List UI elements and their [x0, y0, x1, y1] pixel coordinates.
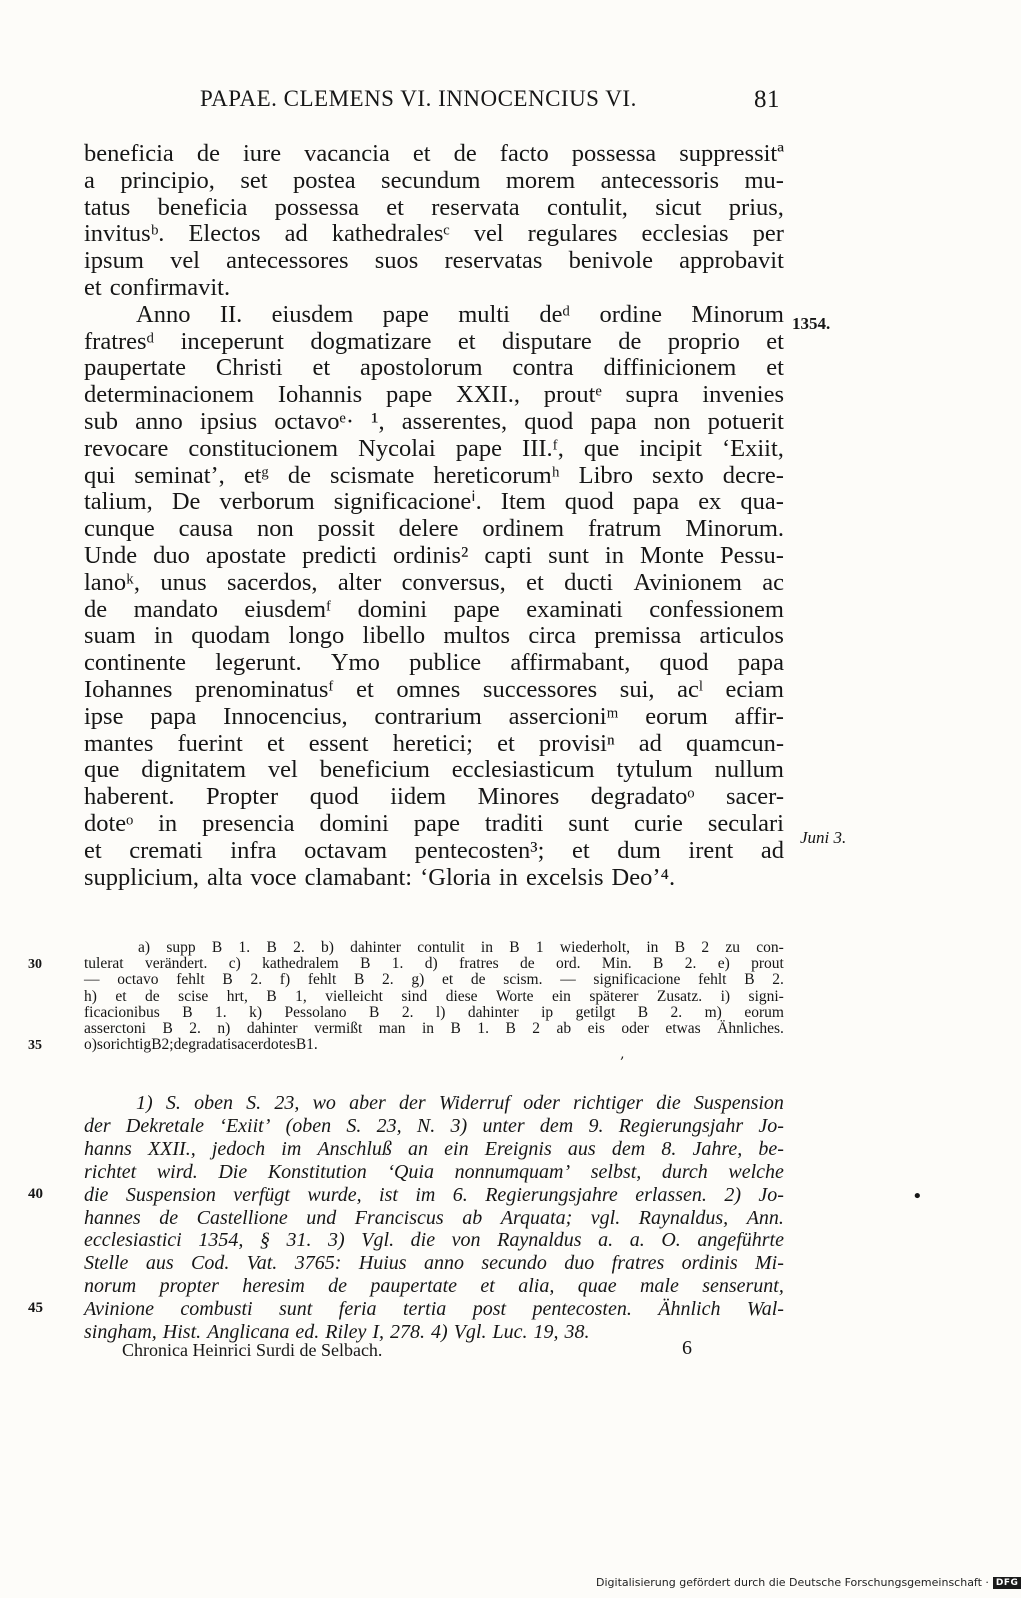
note-line: Avinione combusti sunt feria tertia post pentecosten. Ähnlich Wal-: [84, 1298, 784, 1321]
apparatus-line: tulerat verändert. c) kathedralem B 1. d) fratres de ord. Min. B 2. e) prout: [84, 955, 784, 973]
apparatus-mark: ‚: [620, 1046, 625, 1062]
note-line: 1) S. oben S. 23, wo aber der Widerruf oder richtiger die Suspension: [136, 1092, 784, 1114]
note-line: richtet wird. Die Konstitution ‘Quia nonnumquam’ selbst, durch welche: [84, 1160, 784, 1183]
text-line: Iohannes prenominatusᶠ et omnes successores sui, acˡ eciam: [84, 676, 784, 703]
text-line: Unde duo apostate predicti ordinis² capti sunt in Monte Pessu-: [84, 542, 784, 569]
line-number: 45: [28, 1300, 43, 1317]
text-line: continente legerunt. Ymo publice affirmabant, quod papa: [84, 649, 784, 677]
margin-date: Juni 3.: [800, 828, 847, 847]
line-number: 30: [28, 957, 42, 973]
text-line: sub anno ipsius octavoᵉ· ¹, asserentes, quod papa non potuerit: [84, 408, 784, 435]
line-number: 40: [28, 1185, 43, 1202]
note-line: die Suspension verfügt wurde, ist im 6. Regierungsjahre erlassen. 2) Jo-: [84, 1183, 784, 1206]
page-header: [200, 82, 780, 122]
apparatus-line: — octavo fehlt B 2. f) fehlt B 2. g) et de scism. — significacione fehlt B 2.: [84, 971, 784, 989]
text-line: ipsum vel antecessores suos reservatas benivole approbavit: [84, 247, 784, 275]
signature-number: 6: [682, 1337, 692, 1359]
note-line: Stelle aus Cod. Vat. 3765: Huius anno secundo duo fratres ordinis Mi-: [84, 1252, 784, 1275]
text-line: determinacionem Iohannis pape XXII., proutᵉ supra invenies: [84, 381, 784, 409]
note-line: norum propter heresim de paupertate et alia, quae male senserunt,: [84, 1275, 784, 1298]
signature-line: [122, 1337, 692, 1361]
page-number: 81: [754, 86, 780, 113]
apparatus-line: ficacionibus B 1. k) Pessolano B 2. l) dahinter ip getilgt B 2. m) eorum: [84, 1003, 784, 1021]
dfg-logo: DFG: [993, 1577, 1021, 1589]
text-line: de mandato eiusdemᶠ domini pape examinati confessionem: [84, 595, 784, 623]
margin-year: 1354.: [792, 314, 831, 333]
apparatus-line: asserctoni B 2. n) dahinter vermißt man in B 1. B 2 ab eis oder etwas Ähnliches.: [84, 1020, 784, 1037]
text-line: supplicium, alta voce clamabant: ‘Gloria in excelsis Deo’⁴.: [84, 863, 676, 891]
signature-text: Chronica Heinrici Surdi de Selbach.: [122, 1340, 383, 1360]
text-line: que dignitatem vel beneficium ecclesiasticum tytulum nullum: [84, 756, 784, 784]
text-line: haberent. Propter quod iidem Minores degradatoᵒ sacer-: [84, 783, 784, 811]
text-line: revocare constitucionem Nycolai pape III.ᶠ, que incipit ‘Exiit,: [84, 434, 784, 462]
digitization-text: Digitalisierung gefördert durch die Deutsche Forschungsgemeinschaft ·: [596, 1576, 989, 1589]
apparatus-line: h) et de scise hrt, B 1, vielleicht sind diese Worte ein späterer Zusatz. i) signi-: [84, 987, 784, 1005]
text-line: doteᵒ in presencia domini pape traditi sunt curie seculari: [84, 810, 784, 837]
note-line: hannes de Castellione und Franciscus ab Arquata; vgl. Raynaldus, Ann.: [84, 1206, 784, 1229]
text-line: qui seminat’, etᵍ de scismate hereticorumʰ Libro sexto decre-: [84, 461, 784, 489]
text-line: invitusᵇ. Electos ad kathedralesᶜ vel regulares ecclesias per: [84, 220, 784, 248]
note-line: der Dekretale ‘Exiit’ (oben S. 23, N. 3) unter dem 9. Regierungsjahr Jo-: [84, 1114, 784, 1137]
note-line: ecclesiastici 1354, § 31. 3) Vgl. die von Raynaldus a. a. O. angeführte: [84, 1229, 784, 1252]
text-line: et confirmavit.: [84, 274, 231, 301]
text-line: Anno II. eiusdem pape multi deᵈ ordine Minorum: [136, 300, 784, 328]
note-line: singham, Hist. Anglicana ed. Riley I, 278. 4) Vgl. Luc. 19, 38.: [84, 1321, 590, 1343]
note-line: hanns XXII., jedoch im Anschluß an ein Ereignis aus dem 8. Jahre, be-: [84, 1137, 784, 1160]
text-line: ipse papa Innocencius, contrarium assercioniᵐ eorum affir-: [84, 702, 784, 730]
text-line: cunque causa non possit delere ordinem fratrum Minorum.: [84, 515, 784, 543]
digitization-credit: [596, 1576, 1021, 1589]
text-line: talium, De verborum significacioneⁱ. Item quod papa ex qua-: [84, 488, 784, 516]
running-title: PAPAE. CLEMENS VI. INNOCENCIUS VI.: [200, 86, 637, 111]
text-line: tatus beneficia possessa et reservata contulit, sicut prius,: [84, 193, 784, 221]
text-line: suam in quodam longo libello multos circa premissa articulos: [84, 622, 784, 650]
text-line: a principio, set postea secundum morem antecessoris mu-: [84, 166, 784, 194]
text-line: et cremati infra octavam pentecosten³; et dum irent ad: [84, 836, 784, 864]
text-line: beneficia de iure vacancia et de facto possessa suppressitª: [84, 140, 784, 167]
text-line: mantes fuerint et essent heretici; et provisiⁿ ad quamcun-: [84, 729, 784, 757]
line-number: 35: [28, 1038, 42, 1054]
margin-dot: •: [912, 1186, 923, 1207]
apparatus-line: a) supp B 1. B 2. b) dahinter contulit in B 1 wiederholt, in B 2 zu con-: [138, 939, 784, 956]
apparatus-line: o) so richtig B 2; degradati sacerdotes B 1.: [84, 1036, 318, 1054]
text-line: lanoᵏ, unus sacerdos, alter conversus, et ducti Avinionem ac: [84, 568, 784, 596]
text-line: paupertate Christi et apostolorum contra diffinicionem et: [84, 354, 784, 382]
text-line: fratresᵈ inceperunt dogmatizare et disputare de proprio et: [84, 327, 784, 355]
